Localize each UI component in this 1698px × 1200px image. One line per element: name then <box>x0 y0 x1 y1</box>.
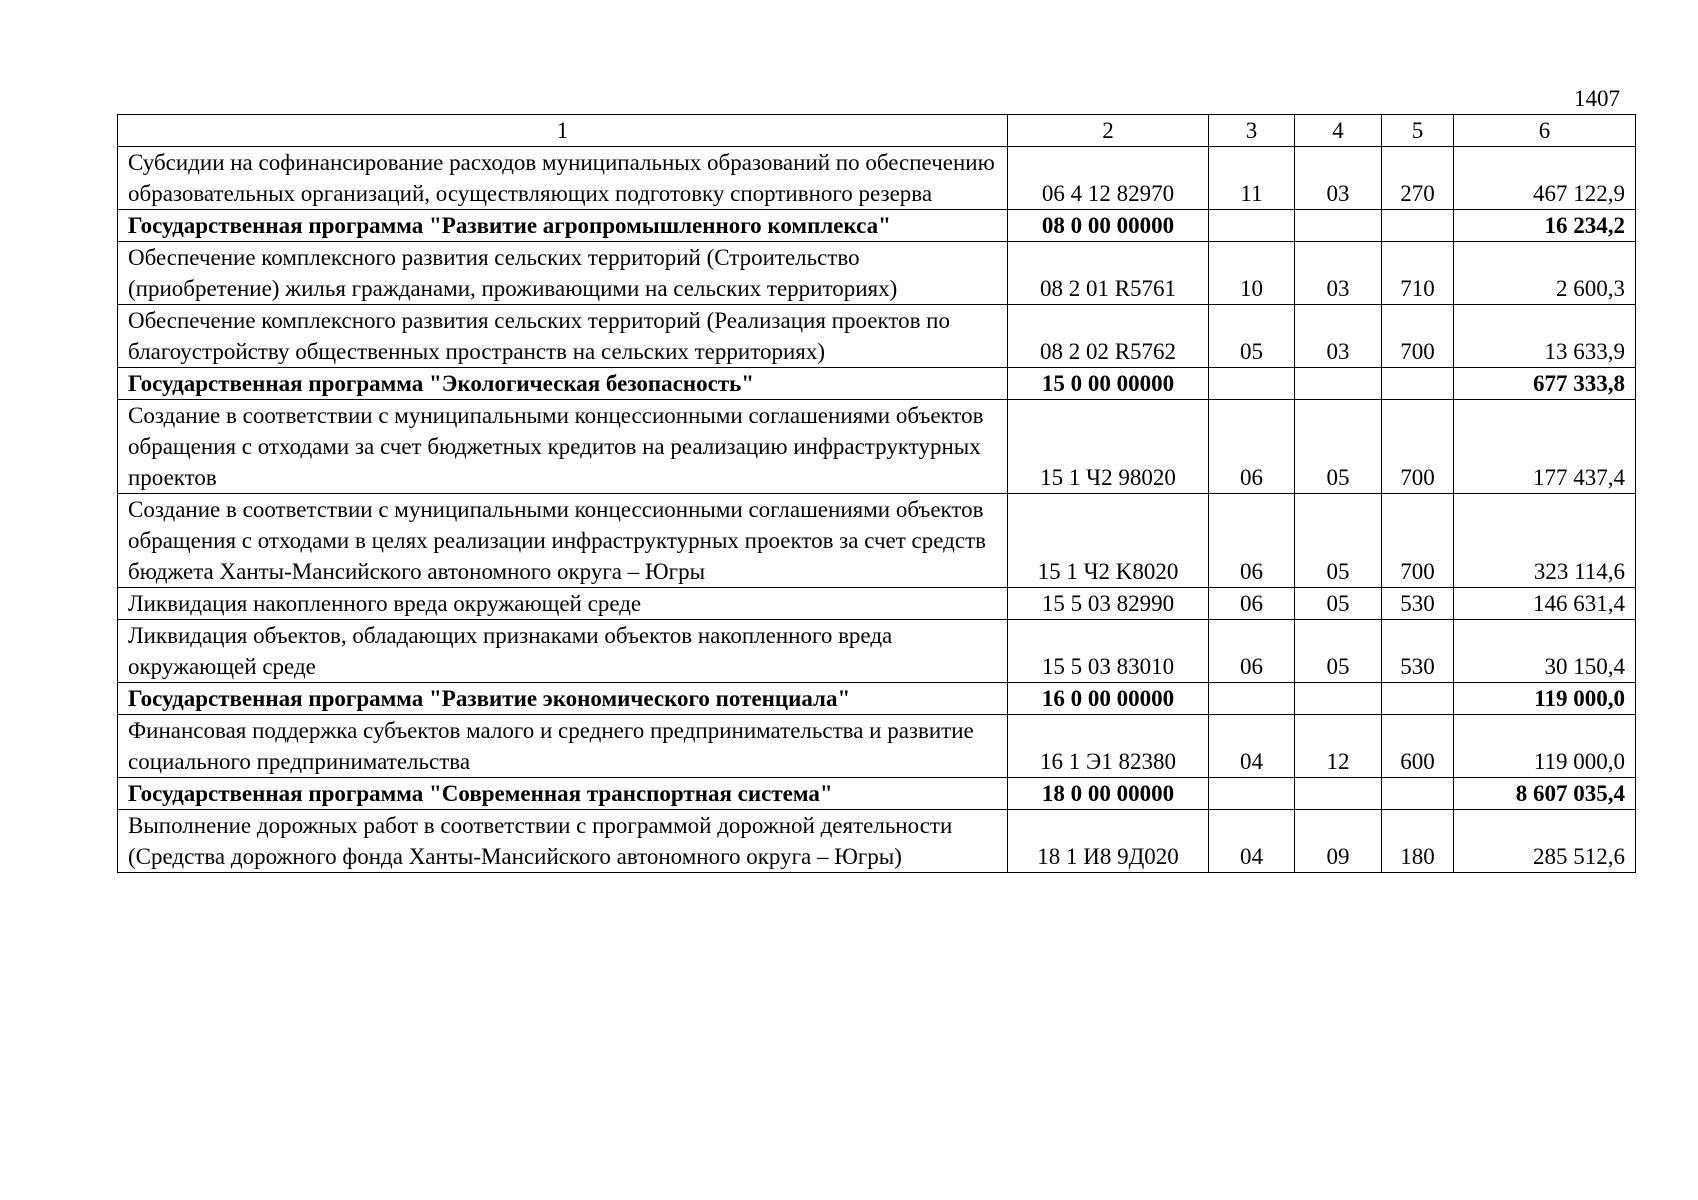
row-section-cell <box>1209 368 1295 400</box>
row-name-cell: Обеспечение комплексного развития сельских территорий (Реализация проектов по благоустройству общественных пространств на сельских территориях) <box>118 305 1008 368</box>
page-number: 1407 <box>1574 86 1620 111</box>
row-name-cell: Субсидии на софинансирование расходов муниципальных образований по обеспечению образовательных организаций, осуществляющих подготовку спортивного резерва <box>118 147 1008 210</box>
row-amount-cell: 146 631,4 <box>1454 588 1636 620</box>
row-name-cell: Финансовая поддержка субъектов малого и среднего предпринимательства и развитие социального предпринимательства <box>118 715 1008 778</box>
row-name-cell: Государственная программа "Развитие экономического потенциала" <box>118 683 1008 715</box>
row-subsection-cell <box>1295 683 1382 715</box>
row-expense-type-cell: 700 <box>1382 305 1454 368</box>
row-amount-cell: 119 000,0 <box>1454 683 1636 715</box>
header-cell-3: 3 <box>1209 115 1295 147</box>
row-expense-type-cell <box>1382 210 1454 242</box>
row-subsection-cell: 05 <box>1295 400 1382 494</box>
row-amount-cell: 30 150,4 <box>1454 620 1636 683</box>
header-cell-6: 6 <box>1454 115 1636 147</box>
header-cell-4: 4 <box>1295 115 1382 147</box>
row-section-cell: 06 <box>1209 400 1295 494</box>
budget-table <box>117 114 1636 873</box>
budget-table-body <box>118 115 1636 873</box>
table-row <box>118 242 1636 305</box>
row-code-cell: 18 1 И8 9Д020 <box>1008 810 1209 873</box>
row-name-cell: Государственная программа "Современная транспортная система" <box>118 778 1008 810</box>
row-subsection-cell <box>1295 368 1382 400</box>
row-section-cell: 04 <box>1209 810 1295 873</box>
row-expense-type-cell: 180 <box>1382 810 1454 873</box>
row-subsection-cell: 09 <box>1295 810 1382 873</box>
row-amount-cell: 285 512,6 <box>1454 810 1636 873</box>
row-code-cell: 15 1 Ч2 K8020 <box>1008 494 1209 588</box>
table-row <box>118 147 1636 210</box>
row-section-cell: 06 <box>1209 620 1295 683</box>
table-row <box>118 400 1636 494</box>
header-cell-5: 5 <box>1382 115 1454 147</box>
table-row <box>118 810 1636 873</box>
row-amount-cell: 119 000,0 <box>1454 715 1636 778</box>
row-subsection-cell <box>1295 778 1382 810</box>
row-name-cell: Государственная программа "Экологическая безопасность" <box>118 368 1008 400</box>
row-code-cell: 15 1 Ч2 98020 <box>1008 400 1209 494</box>
table-row <box>118 305 1636 368</box>
row-section-cell: 04 <box>1209 715 1295 778</box>
row-amount-cell: 323 114,6 <box>1454 494 1636 588</box>
row-code-cell: 15 5 03 82990 <box>1008 588 1209 620</box>
row-section-cell <box>1209 210 1295 242</box>
row-expense-type-cell: 700 <box>1382 494 1454 588</box>
header-cell-2: 2 <box>1008 115 1209 147</box>
row-section-cell: 10 <box>1209 242 1295 305</box>
row-code-cell: 15 0 00 00000 <box>1008 368 1209 400</box>
row-name-cell: Ликвидация объектов, обладающих признаками объектов накопленного вреда окружающей среде <box>118 620 1008 683</box>
row-amount-cell: 13 633,9 <box>1454 305 1636 368</box>
row-code-cell: 08 2 01 R5761 <box>1008 242 1209 305</box>
row-name-cell: Выполнение дорожных работ в соответствии с программой дорожной деятельности (Средства дорожного фонда Ханты-Мансийского автономного округа – Югры) <box>118 810 1008 873</box>
header-cell-1: 1 <box>118 115 1008 147</box>
row-section-cell: 11 <box>1209 147 1295 210</box>
table-row <box>118 778 1636 810</box>
row-subsection-cell: 05 <box>1295 620 1382 683</box>
row-section-cell: 05 <box>1209 305 1295 368</box>
row-section-cell: 06 <box>1209 494 1295 588</box>
row-name-cell: Ликвидация накопленного вреда окружающей среде <box>118 588 1008 620</box>
row-amount-cell: 677 333,8 <box>1454 368 1636 400</box>
table-row <box>118 715 1636 778</box>
row-subsection-cell: 03 <box>1295 242 1382 305</box>
row-section-cell <box>1209 778 1295 810</box>
table-row <box>118 494 1636 588</box>
row-name-cell: Обеспечение комплексного развития сельских территорий (Строительство (приобретение) жилья гражданами, проживающими на сельских территориях) <box>118 242 1008 305</box>
row-name-cell: Государственная программа "Развитие агропромышленного комплекса" <box>118 210 1008 242</box>
table-row <box>118 210 1636 242</box>
row-expense-type-cell: 270 <box>1382 147 1454 210</box>
row-section-cell <box>1209 683 1295 715</box>
row-expense-type-cell: 710 <box>1382 242 1454 305</box>
row-code-cell: 16 0 00 00000 <box>1008 683 1209 715</box>
row-code-cell: 08 0 00 00000 <box>1008 210 1209 242</box>
row-subsection-cell: 03 <box>1295 305 1382 368</box>
row-expense-type-cell <box>1382 778 1454 810</box>
row-subsection-cell: 05 <box>1295 588 1382 620</box>
table-row <box>118 588 1636 620</box>
row-code-cell: 18 0 00 00000 <box>1008 778 1209 810</box>
row-amount-cell: 16 234,2 <box>1454 210 1636 242</box>
row-expense-type-cell: 700 <box>1382 400 1454 494</box>
row-code-cell: 16 1 Э1 82380 <box>1008 715 1209 778</box>
row-expense-type-cell: 600 <box>1382 715 1454 778</box>
row-subsection-cell <box>1295 210 1382 242</box>
row-amount-cell: 177 437,4 <box>1454 400 1636 494</box>
table-row <box>118 620 1636 683</box>
table-row <box>118 368 1636 400</box>
row-name-cell: Создание в соответствии с муниципальными концессионными соглашениями объектов обращения с отходами за счет бюджетных кредитов на реализацию инфраструктурных проектов <box>118 400 1008 494</box>
row-expense-type-cell: 530 <box>1382 588 1454 620</box>
row-code-cell: 15 5 03 83010 <box>1008 620 1209 683</box>
row-expense-type-cell <box>1382 683 1454 715</box>
row-name-cell: Создание в соответствии с муниципальными концессионными соглашениями объектов обращения с отходами в целях реализации инфраструктурных проектов за счет средств бюджета Ханты-Мансийского автономного округа – Югры <box>118 494 1008 588</box>
row-expense-type-cell <box>1382 368 1454 400</box>
row-code-cell: 08 2 02 R5762 <box>1008 305 1209 368</box>
row-subsection-cell: 05 <box>1295 494 1382 588</box>
row-code-cell: 06 4 12 82970 <box>1008 147 1209 210</box>
table-header-row <box>118 115 1636 147</box>
row-amount-cell: 467 122,9 <box>1454 147 1636 210</box>
row-subsection-cell: 12 <box>1295 715 1382 778</box>
row-section-cell: 06 <box>1209 588 1295 620</box>
row-subsection-cell: 03 <box>1295 147 1382 210</box>
table-row <box>118 683 1636 715</box>
row-expense-type-cell: 530 <box>1382 620 1454 683</box>
row-amount-cell: 8 607 035,4 <box>1454 778 1636 810</box>
row-amount-cell: 2 600,3 <box>1454 242 1636 305</box>
